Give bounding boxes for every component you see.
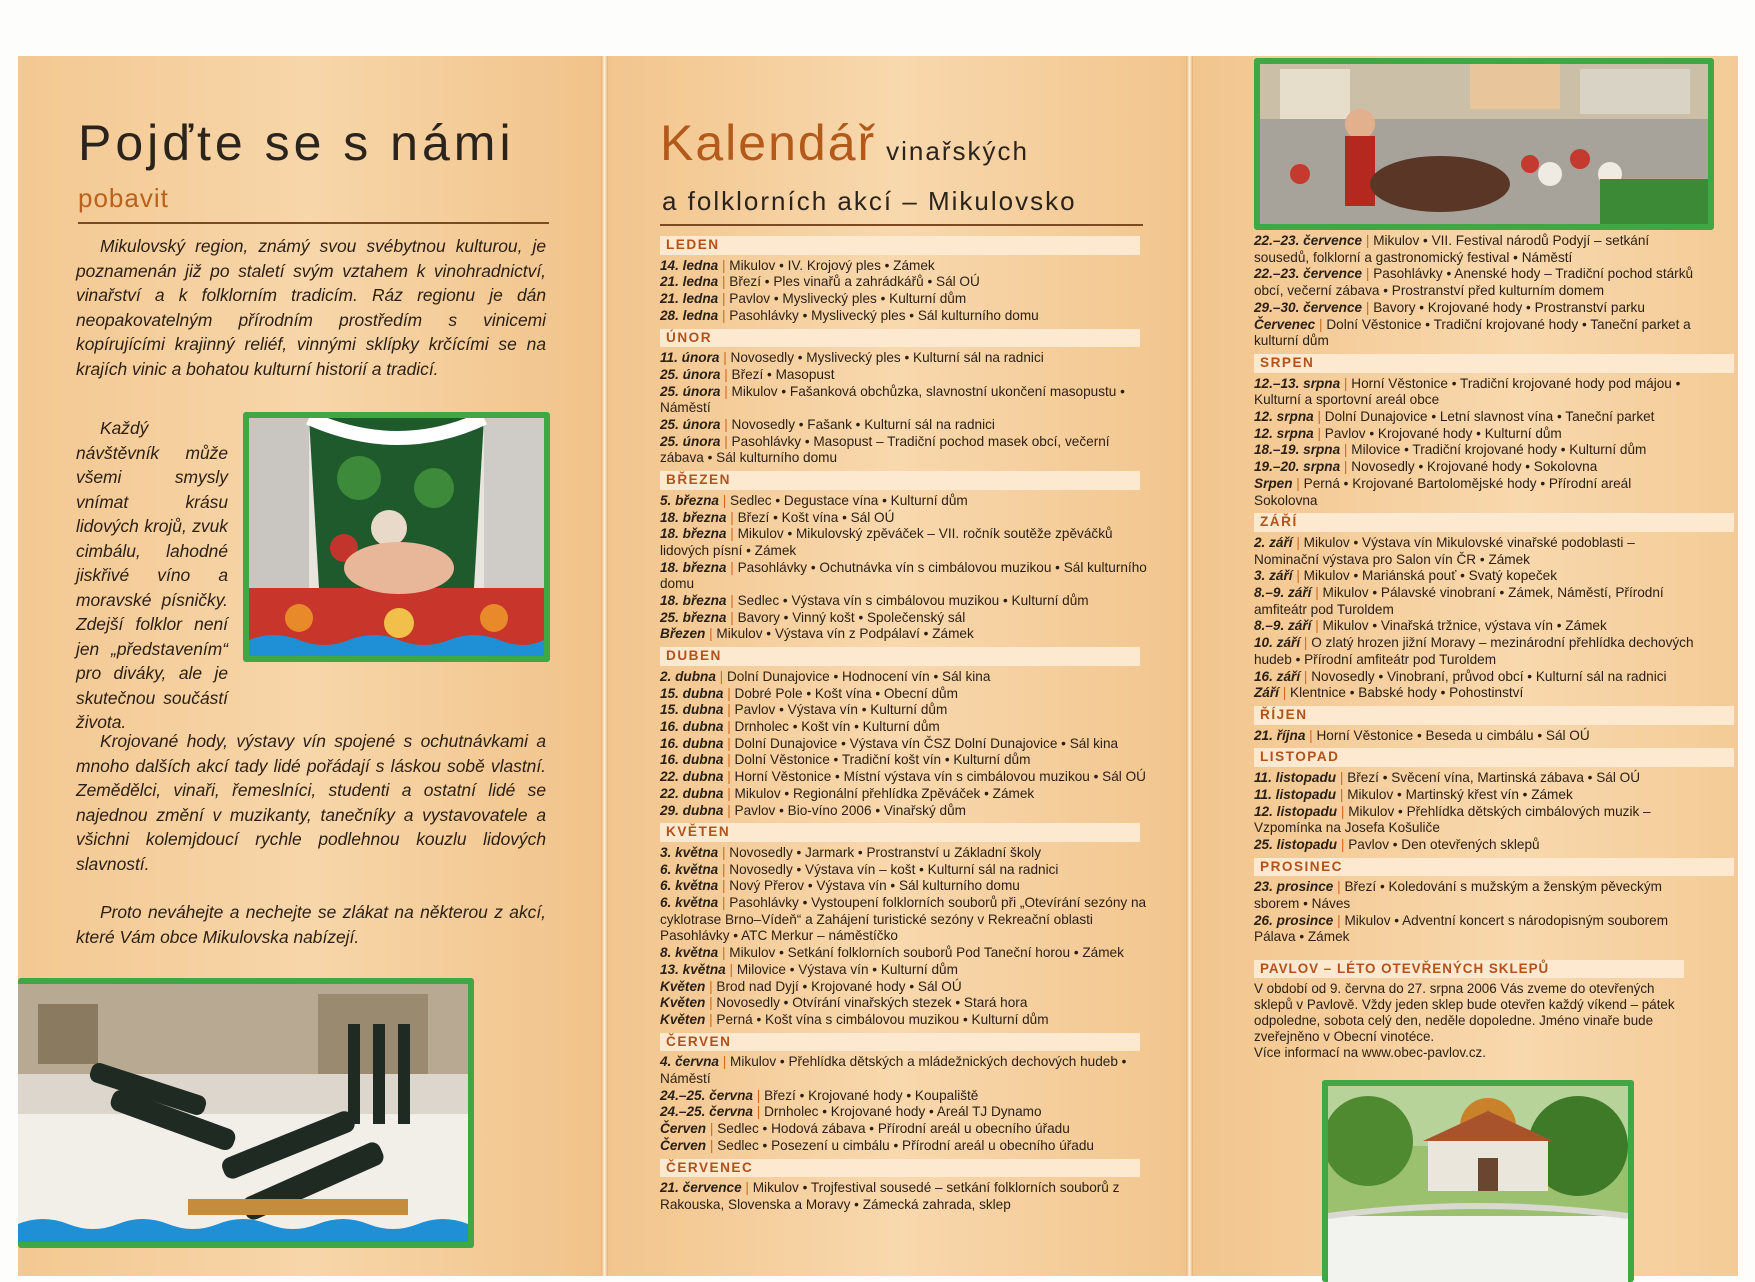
month-heading: PROSINEC xyxy=(1254,858,1734,877)
separator-bar: | xyxy=(723,702,735,718)
calendar-event xyxy=(1254,535,1694,568)
calendar-event xyxy=(1254,879,1694,912)
calendar-event xyxy=(1254,804,1694,837)
event-date: 25. listopadu xyxy=(1254,836,1338,852)
separator-bar: | xyxy=(1292,568,1304,584)
hody-paragraph: Krojované hody, výstavy vín spojené s ochutnávkami a mnoho dalších akcí tady lidé pořádají s láskou sobě vlastní. Zemědělci, vinaři, řemeslníci, studenti a ostatní lidé se najednou změní v muzikanty, tanečníky a vystavovatele a všichni kolemjdoucí rychle podlehnou kouzlu lidových slavností. xyxy=(76,731,546,874)
calendar-event xyxy=(660,493,1150,510)
event-date: 10. září xyxy=(1254,635,1301,651)
panel-fold xyxy=(1186,56,1193,1276)
month-heading: SRPEN xyxy=(1254,354,1734,373)
event-date: Květen xyxy=(660,1011,706,1027)
separator-bar: | xyxy=(723,735,735,751)
calendar-event xyxy=(660,384,1150,417)
calendar-event xyxy=(660,786,1150,803)
calendar-event xyxy=(660,769,1150,786)
separator-bar: | xyxy=(718,1054,731,1070)
calendar-event xyxy=(660,862,1150,879)
event-text: Milovice • Výstava vín • Kulturní dům xyxy=(736,961,958,977)
calendar-event xyxy=(660,367,1150,384)
calendar-event xyxy=(1254,376,1694,409)
event-date: 29.–30. července xyxy=(1254,299,1363,315)
month-heading: ČERVENEC xyxy=(660,1159,1140,1178)
calendar-event xyxy=(1254,317,1694,350)
event-text: Pasohlávky • Masopust – Tradiční pochod masek obcí, večerní zábava • Sál kulturního domu xyxy=(660,433,1110,466)
pavlov-heading: PAVLOV – LÉTO OTEVŘENÝCH SKLEPŮ xyxy=(1254,960,1684,978)
event-date: 25. února xyxy=(660,433,721,449)
separator-bar: | xyxy=(1336,770,1348,786)
calendar-event xyxy=(660,1088,1150,1105)
calendar-event xyxy=(1254,568,1694,585)
event-date: 11. února xyxy=(660,350,720,366)
event-date: Srpen xyxy=(1254,475,1293,491)
event-date: 18. března xyxy=(660,559,727,575)
event-text: Pasohlávky • Anenské hody – Tradiční pochod stárků obcí, večerní zábava • Prostranství před kulturním domem xyxy=(1254,266,1694,299)
event-date: 15. dubna xyxy=(660,685,724,701)
calendar-event xyxy=(660,669,1150,686)
calendar-title-small: vinařských xyxy=(886,136,1029,166)
event-text: Novosedly • Jarmark • Prostranství u Základní školy xyxy=(729,844,1041,860)
separator-bar: | xyxy=(723,718,735,734)
month-heading: LEDEN xyxy=(660,236,1140,255)
event-text: Mikulov • Výstava vín Mikulovské vinařské podoblasti – Nominační výstava pro Salon vín ČR • Zámek xyxy=(1254,534,1635,567)
calendar-event xyxy=(660,995,1150,1012)
intro-paragraph: Mikulovský region, známý svou svébytnou kulturou, je poznamenán již po staletí svým vztahem k vinohradnictví, vinařství a k folklorním tradicím. Ráz regionu je dán neopakovatelným přírodním prostředím s vinicemi kopírujícími krajinný reliéf, vinnými sklípky krčícími se na krajích vinic a bohatou kulturní historií a tradicí. xyxy=(76,236,546,379)
calendar-event xyxy=(660,1180,1150,1213)
event-text: Drnholec • Krojované hody • Areál TJ Dynamo xyxy=(764,1104,1042,1120)
event-text: Sedlec • Degustace vína • Kulturní dům xyxy=(730,492,968,508)
month-heading: BŘEZEN xyxy=(660,471,1140,490)
separator-bar: | xyxy=(1337,836,1349,852)
event-date: 22. dubna xyxy=(660,785,724,801)
calendar-event xyxy=(1254,837,1694,854)
separator-bar: | xyxy=(1336,786,1348,802)
calendar-event xyxy=(660,1104,1150,1121)
event-date: 3. května xyxy=(660,844,719,860)
event-text: Pasohlávky • Myslivecký ples • Sál kulturního domu xyxy=(729,307,1039,323)
event-text: Dolní Věstonice • Tradiční košt vín • Kulturní dům xyxy=(734,752,1031,768)
separator-bar: | xyxy=(752,1087,765,1103)
event-text: Březí • Krojované hody • Koupaliště xyxy=(764,1087,979,1103)
event-date: 13. května xyxy=(660,961,726,977)
event-text: Březí • Košt vína • Sál OÚ xyxy=(737,509,895,525)
event-text: Milovice • Tradiční krojované hody • Kulturní dům xyxy=(1351,442,1647,458)
event-text: Březí • Ples vinařů a zahrádkářů • Sál OÚ xyxy=(729,274,980,290)
event-text: Bavory • Krojované hody • Prostranství parku xyxy=(1373,299,1645,315)
separator-bar: | xyxy=(752,1104,765,1120)
panel-fold xyxy=(601,56,608,1276)
event-date: Březen xyxy=(660,626,706,642)
calendar-event xyxy=(660,736,1150,753)
event-text: Bavory • Vinný košt • Společenský sál xyxy=(737,609,966,625)
separator-bar: | xyxy=(720,417,732,433)
separator-bar: | xyxy=(718,844,730,860)
event-text: Pavlov • Bio-víno 2006 • Vinařský dům xyxy=(734,802,966,818)
event-text: Mikulov • Vinařská tržnice, výstava vín • Zámek xyxy=(1322,618,1607,634)
calendar-event xyxy=(660,752,1150,769)
event-text: Mikulov • Výstava vín z Podpálaví • Zámek xyxy=(716,626,974,642)
calendar-event xyxy=(660,719,1150,736)
separator-bar: | xyxy=(723,769,735,785)
month-heading: DUBEN xyxy=(660,647,1140,666)
event-text: Sedlec • Výstava vín s cimbálovou muzikou • Kulturní dům xyxy=(737,593,1089,609)
month-heading: ÚNOR xyxy=(660,329,1140,348)
separator-bar: | xyxy=(718,257,730,273)
event-date: 25. února xyxy=(660,417,721,433)
event-text: Pasohlávky • Ochutnávka vín s cimbálovou muzikou • Sál kulturního domu xyxy=(660,559,1147,592)
separator-bar: | xyxy=(718,492,731,508)
calendar-title xyxy=(660,115,1029,171)
event-text: Sedlec • Hodová zábava • Přírodní areál u obecního úřadu xyxy=(717,1121,1070,1137)
event-text: Horní Věstonice • Beseda u cimbálu • Sál OÚ xyxy=(1316,727,1590,743)
calendar-event xyxy=(660,895,1150,945)
separator-bar: | xyxy=(718,945,730,961)
event-date: 24.–25. června xyxy=(660,1087,753,1103)
separator-bar: | xyxy=(719,350,731,366)
separator-bar: | xyxy=(718,307,730,323)
event-date: 22. dubna xyxy=(660,769,724,785)
separator-bar: | xyxy=(1311,585,1323,601)
calendar-event xyxy=(660,291,1150,308)
calendar-event xyxy=(1254,476,1694,509)
calendar-event xyxy=(660,308,1150,325)
event-text: Novosedly • Vinobraní, průvod obcí • Kulturní sál na radnici xyxy=(1311,668,1667,684)
calendar-event xyxy=(1254,266,1694,299)
event-date: 3. září xyxy=(1254,568,1293,584)
event-text: Novosedly • Fašank • Kulturní sál na radnici xyxy=(731,417,995,433)
senses-paragraph: Každý návštěvník může všemi smysly vnímat krásu lidových krojů, zvuk cimbálu, lahodné jiskřivé víno a moravské písničky. Zdejší folklor není jen „představením“ pro diváky, ale je skutečnou součástí života. xyxy=(76,418,228,732)
folk-costume-photo xyxy=(243,412,550,662)
separator-bar: | xyxy=(706,1137,718,1153)
event-date: 22.–23. července xyxy=(1254,233,1363,248)
separator-bar: | xyxy=(1362,266,1374,282)
separator-bar: | xyxy=(723,785,735,801)
separator-bar: | xyxy=(718,291,730,307)
event-text: Pavlov • Myslivecký ples • Kulturní dům xyxy=(729,291,967,307)
calendar-event xyxy=(660,417,1150,434)
separator-bar: | xyxy=(1340,375,1352,391)
separator-bar: | xyxy=(720,433,732,449)
month-heading: ČERVEN xyxy=(660,1033,1140,1052)
event-text: Brod nad Dyjí • Krojované hody • Sál OÚ xyxy=(716,978,962,994)
pavlov-cellar-photo xyxy=(1322,1080,1634,1282)
calendar-event xyxy=(1254,669,1694,686)
event-text: Horní Věstonice • Místní výstava vín s cimbálovou muzikou • Sál OÚ xyxy=(734,769,1146,785)
event-date: 16. září xyxy=(1254,668,1301,684)
calendar-event xyxy=(1254,618,1694,635)
separator-bar: | xyxy=(1315,316,1327,332)
calendar-event xyxy=(1254,685,1694,702)
event-text: Březí • Masopust xyxy=(731,366,835,382)
event-date: 16. dubna xyxy=(660,718,724,734)
event-text: Mikulov • Regionální přehlídka Zpěváček • Zámek xyxy=(734,785,1035,801)
event-date: 21. ledna xyxy=(660,274,719,290)
event-date: 2. dubna xyxy=(660,668,716,684)
event-text: Mikulov • Trojfestival sousedé – setkání folklorních souborů z Rakouska, Slovenska a Moravy • Zámecká zahrada, sklep xyxy=(660,1180,1120,1212)
panel1-subtitle: pobavit xyxy=(78,183,169,213)
festival-photo xyxy=(1254,58,1714,230)
separator-bar: | xyxy=(1292,475,1304,491)
calendar-event xyxy=(660,878,1150,895)
month-heading: LISTOPAD xyxy=(1254,748,1734,767)
month-heading: ZÁŘÍ xyxy=(1254,513,1734,532)
separator-bar: | xyxy=(718,895,730,911)
calendar-event xyxy=(660,979,1150,996)
wine-bottles-photo xyxy=(18,978,474,1248)
event-date: 5. března xyxy=(660,492,719,508)
event-date: 11. listopadu xyxy=(1254,770,1337,786)
calendar-event xyxy=(660,1121,1150,1138)
event-date: 12. listopadu xyxy=(1254,803,1338,819)
event-date: 6. května xyxy=(660,895,719,911)
separator-bar: | xyxy=(715,668,727,684)
title-rule xyxy=(660,224,1143,226)
event-date: 26. prosince xyxy=(1254,912,1334,928)
calendar-event xyxy=(1254,635,1694,668)
calendar-event xyxy=(660,702,1150,719)
separator-bar: | xyxy=(1300,635,1312,651)
separator-bar: | xyxy=(1278,685,1291,701)
calendar-event xyxy=(660,510,1150,527)
event-date: 23. prosince xyxy=(1254,879,1334,895)
separator-bar: | xyxy=(705,1011,717,1027)
calendar-event xyxy=(660,593,1150,610)
event-text: Novosedly • Výstava vín – košt • Kulturní sál na radnici xyxy=(729,861,1059,877)
event-text: Mikulov • Setkání folklorních souborů Pod Taneční horou • Zámek xyxy=(729,945,1124,961)
event-text: O zlatý hrozen jižní Moravy – mezinárodní přehlídka dechových hudeb • Přírodní amfiteátr pod Turoldem xyxy=(1254,635,1694,667)
panel1-title: Pojďte se s námi xyxy=(78,115,515,171)
event-date: 14. ledna xyxy=(660,257,719,273)
separator-bar: | xyxy=(1333,912,1345,928)
separator-bar: | xyxy=(1300,668,1312,684)
separator-bar: | xyxy=(1340,459,1352,475)
calendar-event xyxy=(660,610,1150,627)
event-date: 19.–20. srpna xyxy=(1254,459,1341,475)
separator-bar: | xyxy=(723,685,735,701)
event-text: Novosedly • Otvírání vinařských stezek • Stará hora xyxy=(716,995,1028,1011)
event-text: Mikulov • Mariánská pouť • Svatý kopeček xyxy=(1303,568,1558,584)
event-text: Novosedly • Myslivecký ples • Kulturní sál na radnici xyxy=(730,350,1044,366)
calendar-event xyxy=(1254,459,1694,476)
event-date: 12. srpna xyxy=(1254,425,1314,441)
separator-bar: | xyxy=(705,626,717,642)
calendar-event xyxy=(1254,300,1694,317)
calendar-title-main: Kalendář xyxy=(660,115,877,171)
event-date: 8.–9. září xyxy=(1254,585,1312,601)
event-date: Září xyxy=(1254,685,1279,701)
calendar-event xyxy=(1254,442,1694,459)
title-rule xyxy=(78,222,549,224)
event-date: Červen xyxy=(660,1137,707,1153)
event-date: 21. října xyxy=(1254,727,1306,743)
event-calendar xyxy=(660,232,1150,1214)
calendar-event xyxy=(660,274,1150,291)
event-date: 21. července xyxy=(660,1180,742,1196)
month-heading: ŘÍJEN xyxy=(1254,706,1734,725)
calendar-event xyxy=(1254,409,1694,426)
calendar-event xyxy=(660,945,1150,962)
calendar-event xyxy=(1254,770,1694,787)
event-text: Mikulov • IV. Krojový ples • Zámek xyxy=(729,257,935,273)
separator-bar: | xyxy=(720,366,732,382)
calendar-event xyxy=(660,350,1150,367)
separator-bar: | xyxy=(1340,442,1352,458)
separator-bar: | xyxy=(1333,879,1345,895)
event-date: Červenec xyxy=(1254,316,1316,332)
event-date: 28. ledna xyxy=(660,307,719,323)
event-date: 6. května xyxy=(660,878,719,894)
event-text: Březí • Koledování s mužským a ženským pěveckým sborem • Náves xyxy=(1254,879,1662,912)
event-text: Nový Přerov • Výstava vín • Sál kulturního domu xyxy=(729,878,1020,894)
calendar-event xyxy=(1254,585,1694,618)
separator-bar: | xyxy=(1292,534,1304,550)
separator-bar: | xyxy=(726,526,738,542)
separator-bar: | xyxy=(726,609,738,625)
event-text: Mikulov • Mikulovský zpěváček – VII. ročník soutěže zpěváčků lidových písní • Zámek xyxy=(660,526,1113,558)
event-text: Mikulov • Fašanková obchůzka, slavnostní ukončení masopustu • Náměstí xyxy=(660,383,1125,416)
event-date: 6. května xyxy=(660,861,719,877)
pavlov-section xyxy=(1254,960,1684,1061)
event-text: Mikulov • Adventní koncert s národopisným souborem Pálava • Zámek xyxy=(1254,912,1669,945)
event-text: Horní Věstonice • Tradiční krojované hody pod májou • Kulturní a sportovní areál obce xyxy=(1254,375,1681,408)
event-text: Drnholec • Košt vín • Kulturní dům xyxy=(734,718,940,734)
event-text: Dolní Dunajovice • Výstava vín ČSZ Dolní Dunajovice • Sál kina xyxy=(734,735,1119,751)
separator-bar: | xyxy=(723,752,735,768)
event-text: Novosedly • Krojované hody • Sokolovna xyxy=(1351,459,1598,475)
separator-bar: | xyxy=(725,961,737,977)
calendar-event xyxy=(660,258,1150,275)
event-date: 11. listopadu xyxy=(1254,786,1337,802)
separator-bar: | xyxy=(1337,803,1349,819)
separator-bar: | xyxy=(741,1180,753,1196)
event-date: 18. března xyxy=(660,593,727,609)
invite-paragraph: Proto neváhejte a nechejte se zlákat na některou z akcí, které Vám obce Mikulovska nabízejí. xyxy=(76,902,546,947)
event-date: Červen xyxy=(660,1121,707,1137)
separator-bar: | xyxy=(723,802,735,818)
calendar-event xyxy=(660,962,1150,979)
separator-bar: | xyxy=(705,995,717,1011)
event-text: Klentnice • Babské hody • Pohostinství xyxy=(1290,685,1524,701)
event-date: 15. dubna xyxy=(660,702,724,718)
event-date: 18. března xyxy=(660,509,727,525)
separator-bar: | xyxy=(706,1121,718,1137)
event-date: 16. dubna xyxy=(660,735,724,751)
calendar-event xyxy=(660,845,1150,862)
event-text: Pavlov • Výstava vín • Kulturní dům xyxy=(734,702,948,718)
separator-bar: | xyxy=(1362,299,1374,315)
event-text: Mikulov • VII. Festival národů Podyjí – setkání sousedů, folklorní a gastronomický festival • Náměstí xyxy=(1254,233,1650,265)
event-date: 18.–19. srpna xyxy=(1254,442,1341,458)
calendar-event xyxy=(1254,913,1694,946)
calendar-event xyxy=(1254,233,1694,266)
event-text: Dolní Dunajovice • Letní slavnost vína • Taneční parket xyxy=(1324,409,1655,425)
pavlov-text: V období od 9. června do 27. srpna 2006 Vás zveme do otevřených sklepů v Pavlově. Vždy jeden sklep bude otevřen každý víkend – pátek odpoledne, sobota celý den, neděle dopoledne. Jméno vinaře bude zveřejněno v Obecní vinotéce. xyxy=(1254,981,1675,1044)
event-date: 2. září xyxy=(1254,534,1293,550)
event-text: Mikulov • Martinský křest vín • Zámek xyxy=(1347,786,1573,802)
separator-bar: | xyxy=(1313,425,1325,441)
month-heading: KVĚTEN xyxy=(660,823,1140,842)
calendar-event xyxy=(660,626,1150,643)
event-date: 25. února xyxy=(660,366,721,382)
separator-bar: | xyxy=(1311,618,1323,634)
event-text: Pavlov • Krojované hody • Kulturní dům xyxy=(1324,425,1562,441)
event-date: Květen xyxy=(660,995,706,1011)
separator-bar: | xyxy=(726,559,738,575)
event-date: 16. dubna xyxy=(660,752,724,768)
event-date: 25. března xyxy=(660,609,727,625)
event-date: 29. dubna xyxy=(660,802,724,818)
event-text: Mikulov • Pálavské vinobraní • Zámek, Náměstí, Přírodní amfiteátr pod Turoldem xyxy=(1254,585,1664,617)
pavlov-web: Více informací na www.obec-pavlov.cz. xyxy=(1254,1045,1486,1060)
event-date: 4. června xyxy=(660,1054,719,1070)
event-text: Březí • Svěcení vína, Martinská zábava • Sál OÚ xyxy=(1347,770,1641,786)
calendar-event xyxy=(1254,728,1694,745)
separator-bar: | xyxy=(718,861,730,877)
event-text: Perná • Krojované Bartolomějské hody • Přírodní areál Sokolovna xyxy=(1254,475,1632,508)
separator-bar: | xyxy=(705,978,717,994)
event-text: Dobré Pole • Košt vína • Obecní dům xyxy=(734,685,958,701)
calendar-event xyxy=(660,686,1150,703)
event-text: Pavlov • Den otevřených sklepů xyxy=(1348,836,1540,852)
calendar-event xyxy=(660,526,1150,559)
event-text: Mikulov • Přehlídka dětských cimbálových muzik – Vzpomínka na Josefa Košuliče xyxy=(1254,803,1651,836)
event-date: 24.–25. června xyxy=(660,1104,753,1120)
calendar-event xyxy=(660,1012,1150,1029)
event-text: Perná • Košt vína s cimbálovou muzikou • Kulturní dům xyxy=(716,1011,1049,1027)
event-text: Mikulov • Přehlídka dětských a mládežnických dechových hudeb • Náměstí xyxy=(660,1054,1127,1087)
event-text: Dolní Dunajovice • Hodnocení vín • Sál kina xyxy=(726,668,991,684)
event-date: 12.–13. srpna xyxy=(1254,375,1341,391)
separator-bar: | xyxy=(720,383,732,399)
event-text: Dolní Věstonice • Tradiční krojované hody • Taneční parket a kulturní dům xyxy=(1254,316,1691,349)
separator-bar: | xyxy=(1305,727,1317,743)
calendar-event xyxy=(1254,426,1694,443)
event-text: Pasohlávky • Vystoupení folklorních souborů při „Otevírání sezóny na cyklotrase Brno–Vídeň“ a Zahájení turistické sezóny v Rekreační oblasti Pasohlávky • ATC Merkur – náměstíčko xyxy=(660,895,1147,944)
event-date: 8. května xyxy=(660,945,719,961)
event-date: 8.–9. září xyxy=(1254,618,1312,634)
separator-bar: | xyxy=(718,878,730,894)
calendar-event xyxy=(660,1054,1150,1087)
event-date: 18. března xyxy=(660,526,727,542)
calendar-title-line2: a folklorních akcí – Mikulovsko xyxy=(662,186,1077,216)
separator-bar: | xyxy=(1362,233,1374,248)
event-date: 21. ledna xyxy=(660,291,719,307)
separator-bar: | xyxy=(1313,409,1325,425)
event-text: Sedlec • Posezení u cimbálu • Přírodní areál u obecního úřadu xyxy=(717,1137,1094,1153)
event-date: Květen xyxy=(660,978,706,994)
separator-bar: | xyxy=(726,593,738,609)
separator-bar: | xyxy=(718,274,730,290)
event-calendar-continued xyxy=(1254,233,1694,946)
event-date: 25. února xyxy=(660,383,721,399)
event-date: 22.–23. července xyxy=(1254,266,1363,282)
calendar-event xyxy=(660,803,1150,820)
event-date: 12. srpna xyxy=(1254,409,1314,425)
separator-bar: | xyxy=(726,509,738,525)
calendar-event xyxy=(660,434,1150,467)
calendar-event xyxy=(1254,787,1694,804)
calendar-event xyxy=(660,1138,1150,1155)
calendar-event xyxy=(660,560,1150,593)
